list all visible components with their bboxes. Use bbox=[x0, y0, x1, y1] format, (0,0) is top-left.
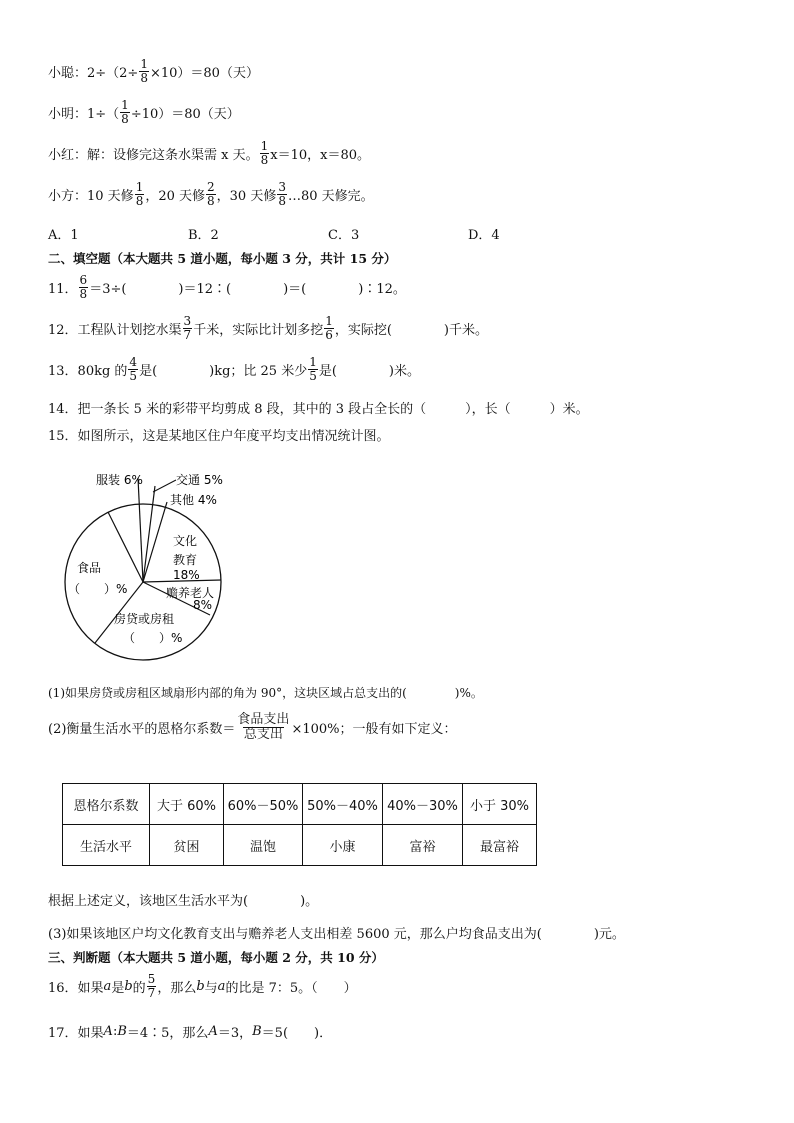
table-cell: 小康 bbox=[303, 825, 383, 866]
table-cell: 50%－40% bbox=[303, 784, 383, 825]
label-food-2: （ ）% bbox=[68, 582, 128, 596]
table-cell: 恩格尔系数 bbox=[63, 784, 150, 825]
label-transport: 交通 5% bbox=[176, 473, 223, 487]
equation-xiaocong: 小聪：2÷（2÷ $\frac{1}{8}$ ×10）＝80（天） bbox=[48, 57, 259, 85]
label-elder-2: 8% bbox=[193, 598, 213, 612]
option-b[interactable]: B．2 bbox=[188, 228, 219, 243]
question-17: 17．如果 A : B ＝4∶5，那么 A ＝3， B ＝5( )． bbox=[48, 1024, 333, 1041]
fraction: $\frac{5}{7}$ bbox=[147, 972, 156, 1000]
option-c[interactable]: C．3 bbox=[328, 228, 360, 243]
fraction: $\frac{2}{8}$ bbox=[207, 180, 215, 208]
fraction: $\frac{1}{8}$ bbox=[135, 180, 144, 208]
label-food-1: 食品 bbox=[77, 561, 102, 575]
option-d[interactable]: D．4 bbox=[468, 228, 500, 243]
table-cell: 40%－30% bbox=[383, 784, 463, 825]
table-cell: 富裕 bbox=[383, 825, 463, 866]
label-elder-1: 赡养老人 bbox=[166, 586, 215, 600]
label-other: 其他 4% bbox=[170, 493, 217, 507]
fraction: $\frac{4}{5}$ bbox=[129, 355, 138, 383]
subquestion-2: (2)衡量生活水平的恩格尔系数＝ $\frac{\text{食品支出}}{\text{总支出}}$ ×100%；一般有如下定义： bbox=[48, 712, 457, 742]
label-house-2: （ ）% bbox=[123, 631, 183, 645]
equation-xiaofang: 小方：10 天修 $\frac{1}{8}$ ，20 天修 $\frac{2}{8}$ ，30 天修 $\frac{3}{8}$ …80 天修完。 bbox=[48, 180, 374, 208]
table-row bbox=[63, 784, 537, 825]
question-16: 16．如果 a 是 b 的 $\frac{5}{7}$ ，那么 b 与 a 的比是 7：5。（ ） bbox=[48, 972, 357, 1000]
pie-radius-clothing-left bbox=[108, 512, 143, 582]
question-14: 14．把一条长 5 米的彩带平均剪成 8 段，其中的 3 段占全长的（ ），长（ ）米。 bbox=[48, 402, 589, 417]
label-clothing: 服装 6% bbox=[96, 473, 143, 487]
pie-chart bbox=[50, 462, 290, 662]
fraction: $\frac{3}{7}$ bbox=[183, 314, 192, 342]
equation-xiaoming: 小明：1÷（ $\frac{1}{8}$ ÷10）＝80（天） bbox=[48, 98, 240, 126]
subquestion-3: (3)如果该地区户均文化教育支出与赡养老人支出相差 5600 元，那么户均食品支出为( )元。 bbox=[48, 927, 625, 942]
table-cell: 生活水平 bbox=[63, 825, 150, 866]
fraction: $\frac{1}{8}$ bbox=[140, 57, 148, 85]
fraction: $\frac{1}{8}$ bbox=[121, 98, 129, 126]
answer-options bbox=[48, 224, 608, 243]
table-cell: 小于 30% bbox=[463, 784, 537, 825]
fraction: $\frac{1}{5}$ bbox=[309, 355, 317, 383]
fraction: $\frac{3}{8}$ bbox=[278, 180, 286, 208]
table-row bbox=[63, 825, 537, 866]
question-12: 12．工程队计划挖水渠 $\frac{3}{7}$ 千米，实际比计划多挖 $\frac{1}{6}$ ，实际挖( )千米。 bbox=[48, 314, 488, 342]
pie-radius-clothing-transport bbox=[138, 478, 143, 582]
engel-table bbox=[62, 783, 537, 866]
option-a[interactable]: A．1 bbox=[48, 228, 79, 243]
table-cell: 大于 60% bbox=[150, 784, 224, 825]
fraction: $\frac{\text{食品支出}}{\text{总支出}}$ bbox=[237, 712, 290, 742]
label-house-1: 房贷或房租 bbox=[114, 612, 175, 626]
question-13: 13．80kg 的 $\frac{4}{5}$ 是( )kg；比 25 米少 $\frac{1}{5}$ 是( )米。 bbox=[48, 355, 421, 383]
equation-xiaohong: 小红：解：设修完这条水渠需 x 天。 $\frac{1}{8}$ x＝10，x＝80。 bbox=[48, 139, 370, 167]
question-11: 11． $\frac{6}{8}$ ＝3÷( )＝12∶( )＝( )∶12。 bbox=[48, 273, 406, 301]
leader-transport bbox=[153, 480, 176, 492]
question-15: 15．如图所示，这是某地区住户年度平均支出情况统计图。 bbox=[48, 429, 390, 444]
pie-radius-transport-other bbox=[143, 486, 155, 582]
section-heading-fill-blank: 二、填空题（本大题共 5 道小题，每小题 3 分，共计 15 分） bbox=[48, 251, 397, 266]
pie-radius-other-culture bbox=[143, 502, 167, 582]
fraction: $\frac{1}{8}$ bbox=[260, 139, 269, 167]
table-cell: 温饱 bbox=[224, 825, 303, 866]
label-culture-3: 18% bbox=[173, 568, 200, 582]
living-standard-question: 根据上述定义，该地区生活水平为( )。 bbox=[48, 894, 319, 909]
table-cell: 最富裕 bbox=[463, 825, 537, 866]
subquestion-1: (1)如果房贷或房租区域扇形内部的角为 90°，这块区域占总支出的( )%。 bbox=[48, 686, 483, 700]
section-heading-true-false: 三、判断题（本大题共 5 道小题，每小题 2 分，共 10 分） bbox=[48, 950, 384, 965]
label-culture-1: 文化 bbox=[173, 534, 198, 548]
fraction: $\frac{1}{6}$ bbox=[325, 314, 333, 342]
table-cell: 贫困 bbox=[150, 825, 224, 866]
table-cell: 60%－50% bbox=[224, 784, 303, 825]
label-culture-2: 教育 bbox=[173, 553, 198, 567]
fraction: $\frac{6}{8}$ bbox=[79, 273, 88, 301]
